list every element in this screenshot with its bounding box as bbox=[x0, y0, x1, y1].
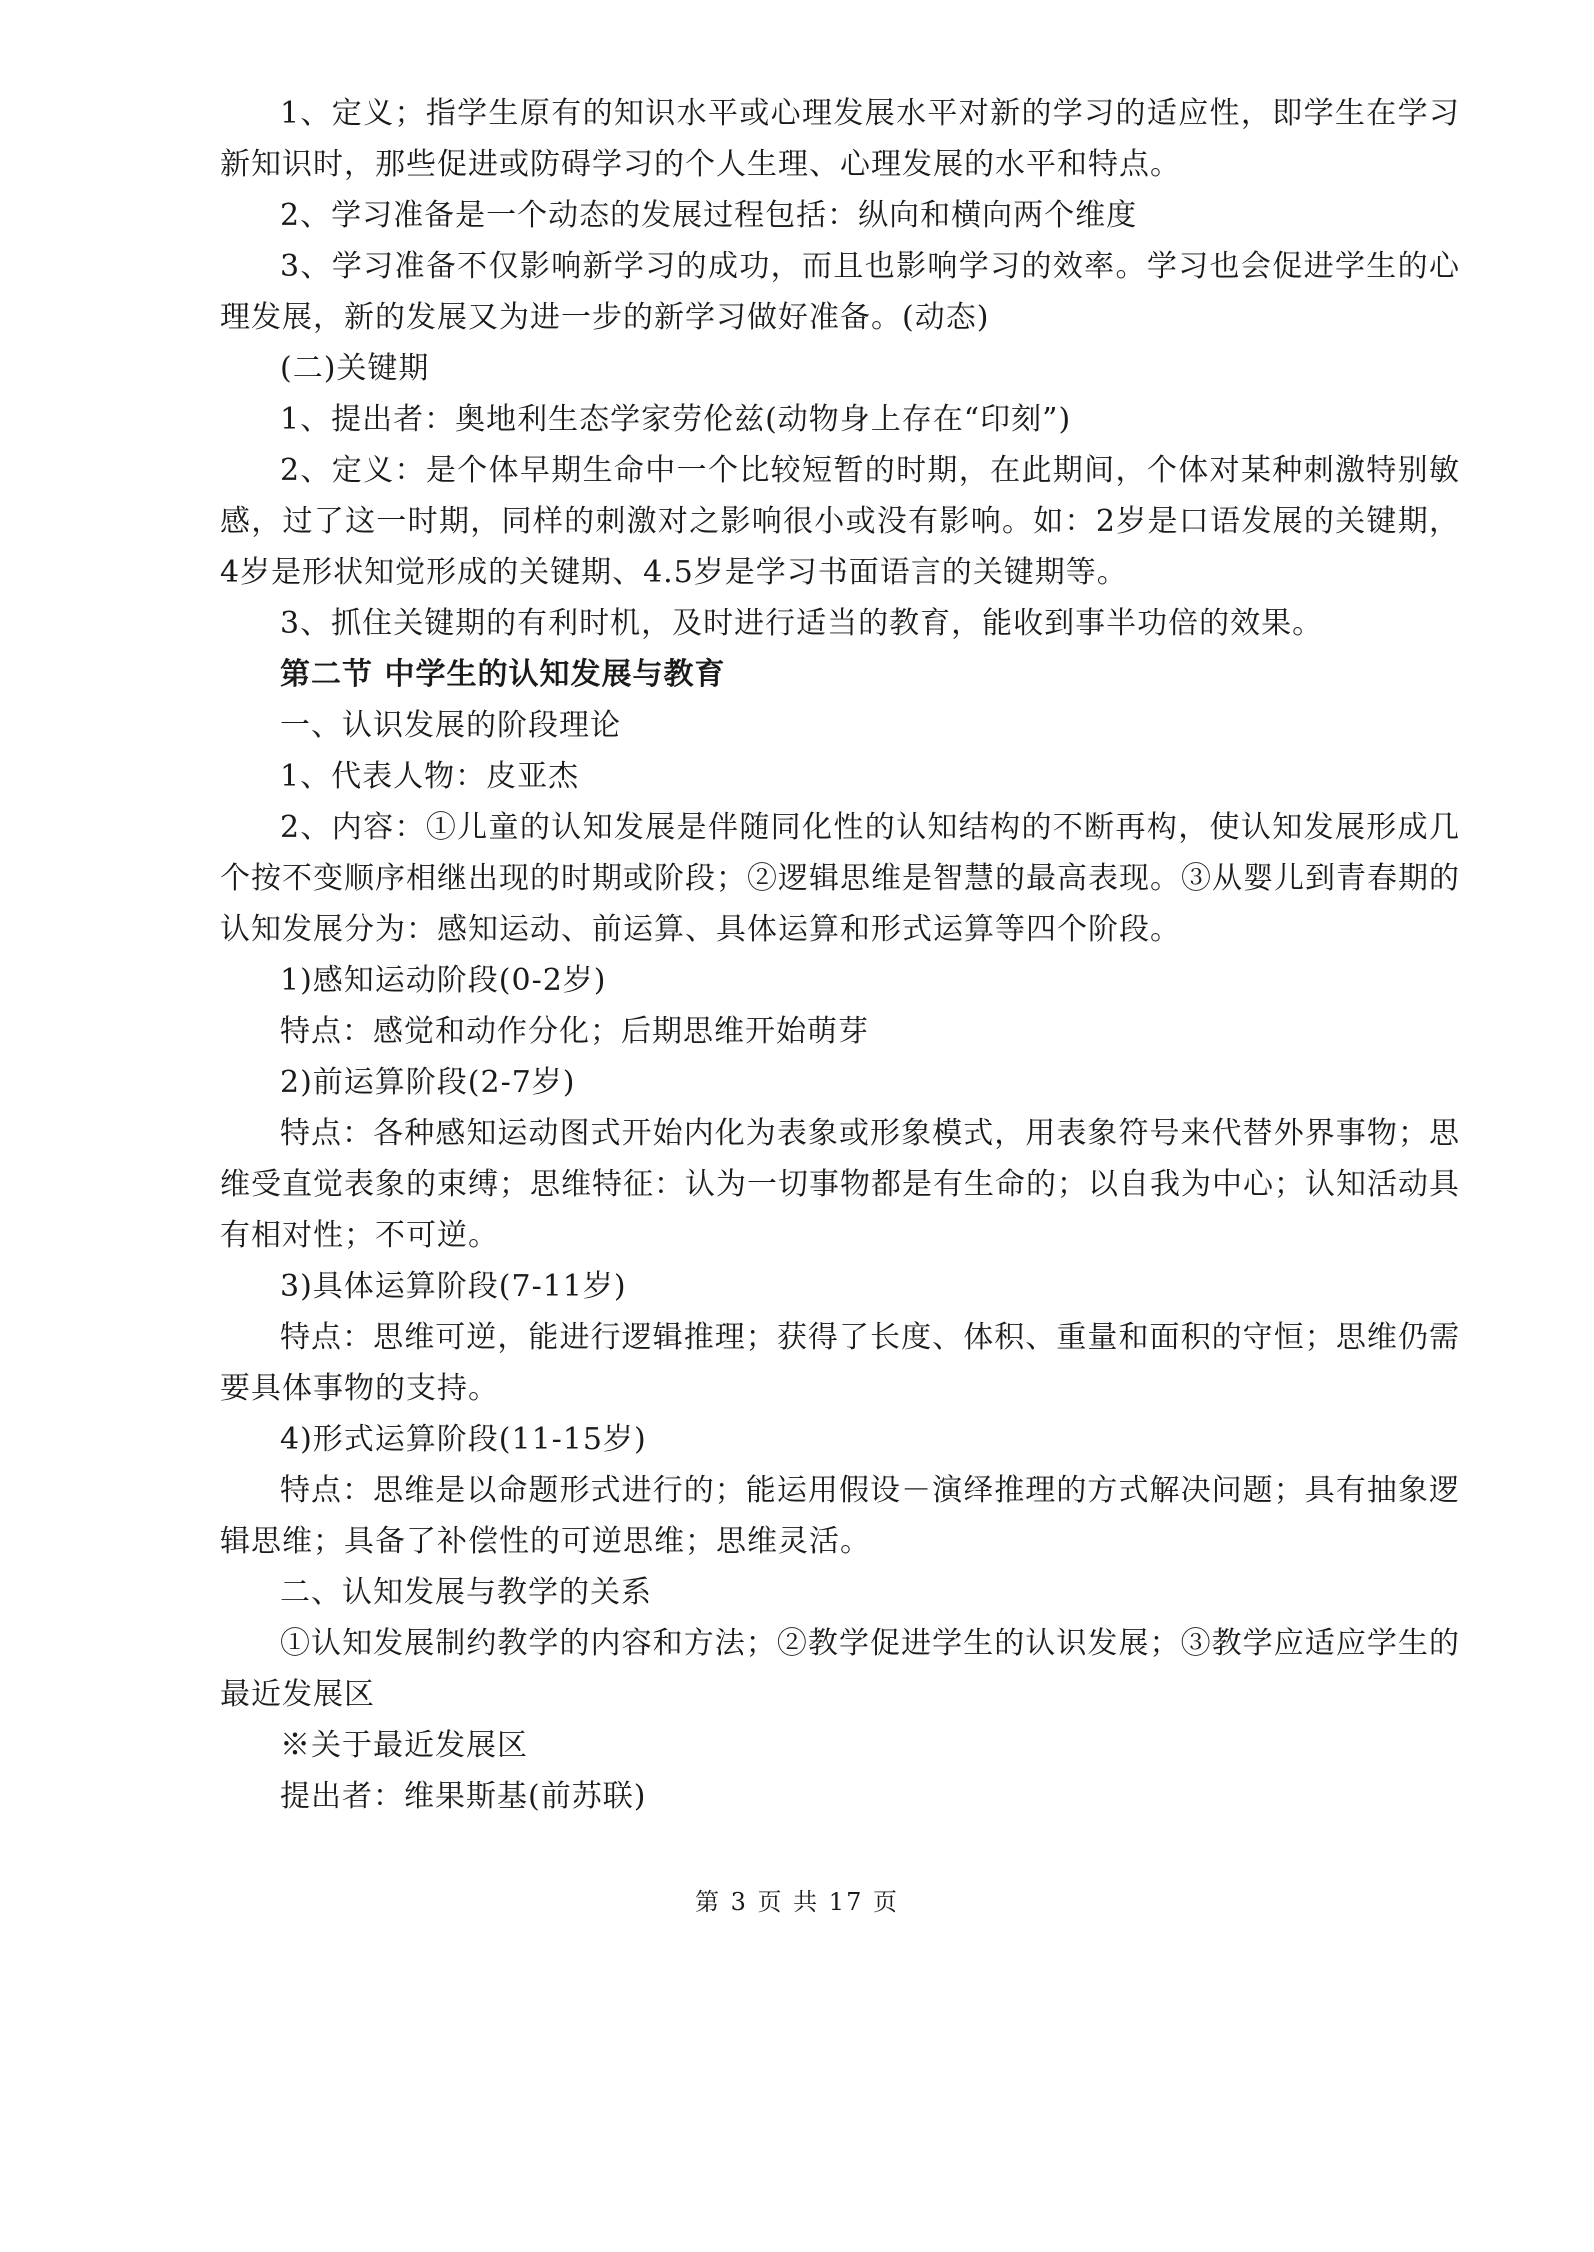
paragraph-representative: 1、代表人物：皮亚杰 bbox=[280, 759, 580, 794]
stage-formal-features: 特点：思维是以命题形式进行的；能运用假设－演绎推理的方式解决问题；具有抽象逻辑思维；具备了补偿性的可逆思维；思维灵活。 bbox=[220, 1473, 1460, 1559]
paragraph-proposer: 1、提出者：奥地利生态学家劳伦兹(动物身上存在“印刻”) bbox=[280, 402, 1072, 437]
paragraph-seize-opportunity: 3、抓住关键期的有利时机，及时进行适当的教育，能收到事半功倍的效果。 bbox=[280, 606, 1324, 641]
paragraph-learning-efficiency: 3、学习准备不仅影响新学习的成功，而且也影响学习的效率。学习也会促进学生的心理发展，新的发展又为进一步的新学习做好准备。(动态) bbox=[220, 249, 1460, 335]
paragraph-critical-definition: 2、定义：是个体早期生命中一个比较短暂的时期，在此期间，个体对某种刺激特别敏感，过了这一时期，同样的刺激对之影响很小或没有影响。如：2岁是口语发展的关键期，4岁是形状知觉形成的关键期、4.5岁是学习书面语言的关键期等。 bbox=[220, 453, 1460, 590]
stage-formal-operational: 4)形式运算阶段(11-15岁) bbox=[280, 1422, 647, 1457]
stage-concrete-operational: 3)具体运算阶段(7-11岁) bbox=[280, 1269, 627, 1304]
stage-sensorimotor-features: 特点：感觉和动作分化；后期思维开始萌芽 bbox=[280, 1014, 869, 1049]
stage-preoperational: 2)前运算阶段(2-7岁) bbox=[280, 1065, 576, 1100]
stage-sensorimotor: 1)感知运动阶段(0-2岁) bbox=[280, 963, 607, 998]
stage-preoperational-features: 特点：各种感知运动图式开始内化为表象或形象模式，用表象符号来代替外界事物；思维受直觉表象的束缚；思维特征：认为一切事物都是有生命的；以自我为中心；认知活动具有相对性；不可逆。 bbox=[220, 1116, 1460, 1253]
paragraph-zpd-proposer: 提出者：维果斯基(前苏联) bbox=[280, 1779, 647, 1814]
subheading-stage-theory: 一、认识发展的阶段理论 bbox=[280, 708, 621, 743]
paragraph-dynamic-process: 2、学习准备是一个动态的发展过程包括：纵向和横向两个维度 bbox=[280, 198, 1138, 233]
stage-concrete-features: 特点：思维可逆，能进行逻辑推理；获得了长度、体积、重量和面积的守恒；思维仍需要具体事物的支持。 bbox=[220, 1320, 1460, 1406]
paragraph-relationship: ①认知发展制约教学的内容和方法；②教学促进学生的认识发展；③教学应适应学生的最近发展区 bbox=[220, 1626, 1460, 1712]
subheading-critical-period: (二)关键期 bbox=[280, 351, 430, 386]
page-footer: 第 3 页 共 17 页 bbox=[695, 1888, 899, 1916]
note-zpd: ※关于最近发展区 bbox=[280, 1728, 528, 1763]
document-body bbox=[220, 88, 1460, 1822]
paragraph-content: 2、内容：①儿童的认知发展是伴随同化性的认知结构的不断再构，使认知发展形成几个按不变顺序相继出现的时期或阶段；②逻辑思维是智慧的最高表现。③从婴儿到青春期的认知发展分为：感知运动、前运算、具体运算和形式运算等四个阶段。 bbox=[220, 810, 1460, 947]
paragraph-definition: 1、定义；指学生原有的知识水平或心理发展水平对新的学习的适应性，即学生在学习新知识时，那些促进或防碍学习的个人生理、心理发展的水平和特点。 bbox=[220, 96, 1460, 182]
subheading-cognition-teaching: 二、认知发展与教学的关系 bbox=[280, 1575, 652, 1610]
section-heading: 第二节 中学生的认知发展与教育 bbox=[280, 657, 726, 692]
